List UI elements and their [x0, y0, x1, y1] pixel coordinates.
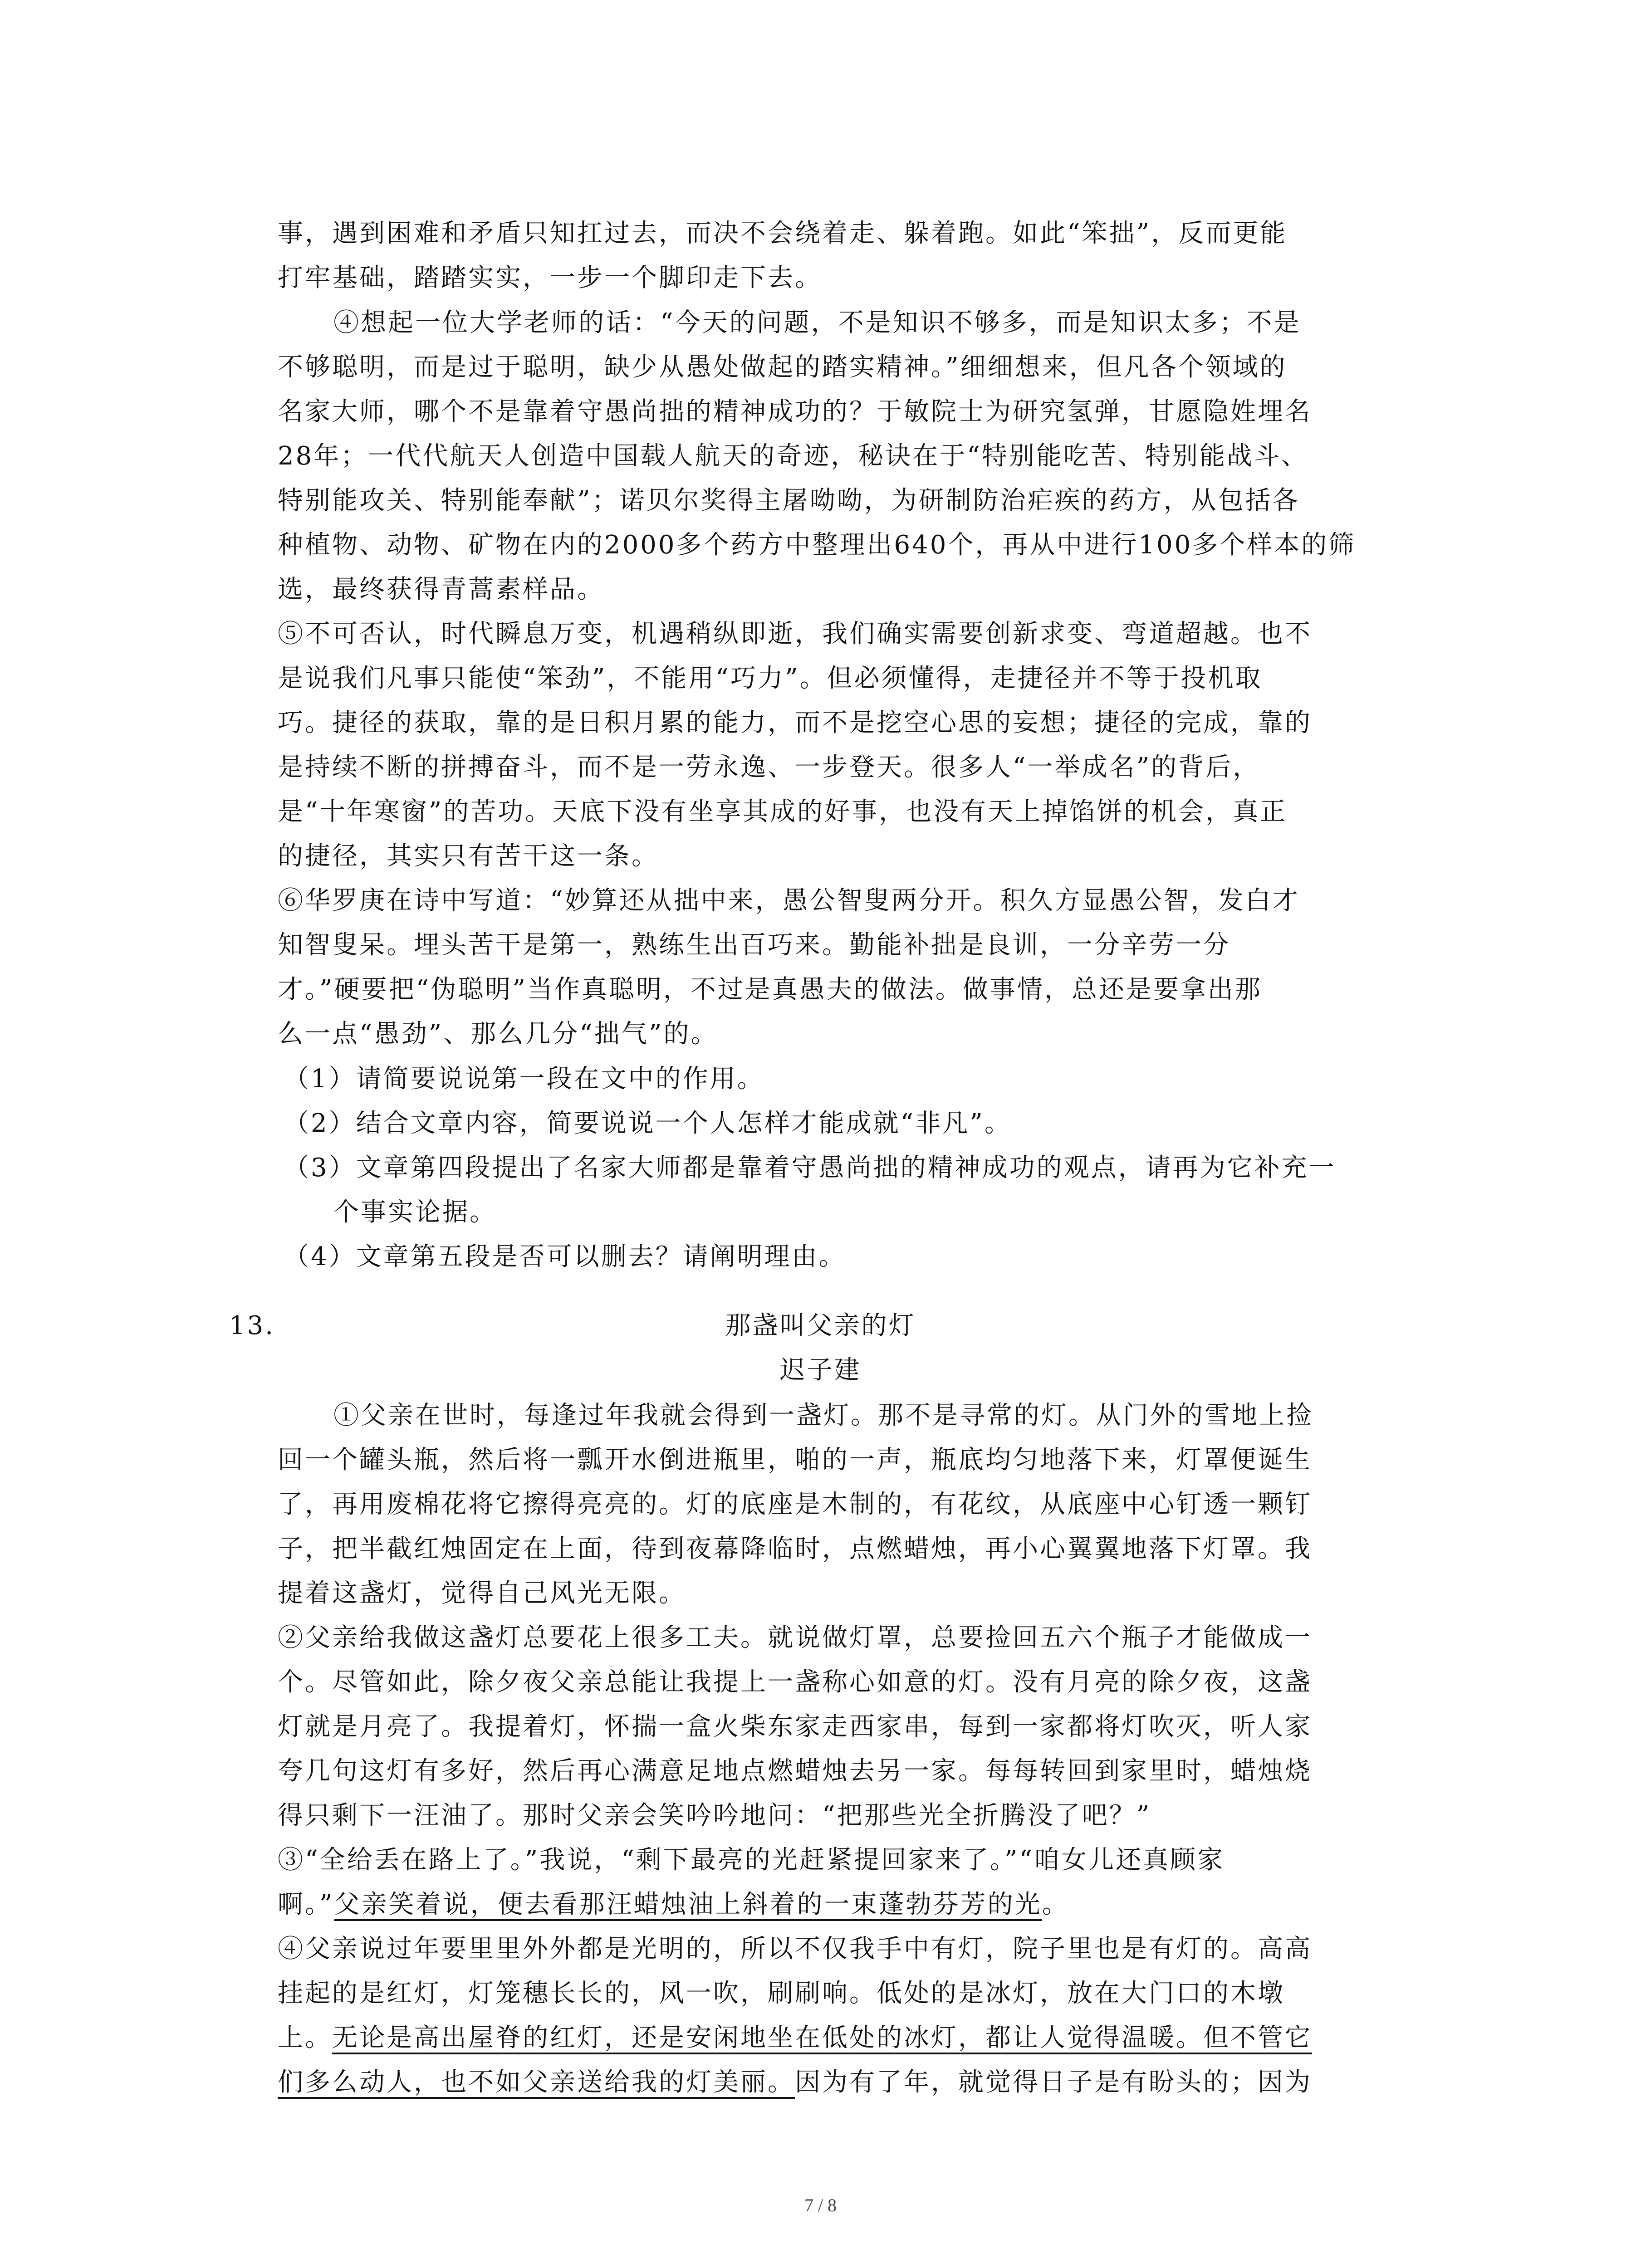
- story-p3-underlined-sentence: 父亲笑着说，便去看那汪蜡烛油上斜着的一束蓬勃芬芳的光: [334, 1890, 1042, 1919]
- story-p2-line-5: 得只剩下一汪油了。那时父亲会笑吟吟地问：“把那些光全折腾没了吧？”: [278, 1801, 1151, 1830]
- story-p1-line-5: 提着这盏灯，觉得自己风光无限。: [278, 1579, 686, 1608]
- story-p3-line-2: [278, 1892, 1069, 1917]
- story-p4-line-3-plain: 上。: [278, 2023, 332, 2053]
- essay-p6-line-1: ⑥华罗庚在诗中写道：“妙算还从拙中来，愚公智叟两分开。积久方显愚公智，发白才: [278, 886, 1300, 915]
- essay-p4-line-7: 选，最终获得青蒿素样品。: [278, 575, 604, 604]
- story-p4-line-4: [278, 2070, 1312, 2095]
- page-number: 7 / 8: [804, 2195, 837, 2215]
- essay-p4-line-3: 名家大师，哪个不是靠着守愚尚拙的精神成功的？于敏院士为研究氢弹，甘愿隐姓埋名: [278, 397, 1312, 426]
- story-p2-line-4: 夸几句这灯有多好，然后再心满意足地点燃蜡烛去另一家。每每转回到家里时，蜡烛烧: [278, 1756, 1312, 1786]
- story-p1-line-3: 了，再用废棉花将它擦得亮亮的。灯的底座是木制的，有花纹，从底座中心钉透一颗钉: [278, 1490, 1312, 1519]
- story-p4-line-2: 挂起的是红灯，灯笼穗长长的，风一吹，刷刷响。低处的是冰灯，放在大门口的木墩: [278, 1979, 1285, 2008]
- essay-p5-line-1: ⑤不可否认，时代瞬息万变，机遇稍纵即逝，我们确实需要创新求变、弯道超越。也不: [278, 619, 1312, 649]
- essay-p5-line-3: 巧。捷径的获取，靠的是日积月累的能力，而不是挖空心思的妄想；捷径的完成，靠的: [278, 708, 1312, 738]
- essay-p4-line-2: 不够聪明，而是过于聪明，缺少从愚处做起的踏实精神。”细细想来，但凡各个领域的: [278, 352, 1287, 382]
- story-p1-line-1: ①父亲在世时，每逢过年我就会得到一盏灯。那不是寻常的灯。从门外的雪地上捡: [333, 1401, 1313, 1430]
- story-title: 那盏叫父亲的灯: [725, 1311, 916, 1340]
- question-3-line-1: （3）文章第四段提出了名家大师都是靠着守愚尚拙的精神成功的观点，请再为它补充一: [284, 1153, 1336, 1183]
- essay-p4-line-4: 28年；一代代航天人创造中国载人航天的奇迹，秘诀在于“特别能吃苦、特别能战斗、: [278, 441, 1308, 471]
- essay-p6-line-4: 么一点“愚劲”、那么几分“拙气”的。: [278, 1019, 718, 1049]
- essay-p6-line-2: 知智叟呆。埋头苦干是第一，熟练生出百巧来。勤能补拙是良训，一分辛劳一分: [278, 930, 1230, 960]
- story-author: 迟子建: [779, 1355, 862, 1385]
- essay-p4-line-1: ④想起一位大学老师的话：“今天的问题，不是知识不够多，而是知识太多；不是: [333, 308, 1301, 337]
- essay-p5-line-4: 是持续不断的拼搏奋斗，而不是一劳永逸、一步登天。很多人“一举成名”的背后，: [278, 753, 1260, 782]
- question-4: （4）文章第五段是否可以删去？请阐明理由。: [284, 1242, 846, 1271]
- story-p4-line-4-plain: 因为有了年，就觉得日子是有盼头的；因为: [795, 2068, 1312, 2097]
- story-p4-line-1: ④父亲说过年要里里外外都是光明的，所以不仅我手中有灯，院子里也是有灯的。高高: [278, 1934, 1312, 1964]
- story-p2-line-2: 个。尽管如此，除夕夜父亲总能让我提上一盏称心如意的灯。没有月亮的除夕夜，这盏: [278, 1667, 1312, 1697]
- essay-p3-line-2: 打牢基础，踏踏实实，一步一个脚印走下去。: [278, 263, 822, 293]
- story-p4-line-3: [278, 2025, 1312, 2051]
- story-p3-line-2-plain: 啊。”: [278, 1890, 334, 1919]
- story-p2-line-3: 灯就是月亮了。我提着灯，怀揣一盒火柴东家走西家串，每到一家都将灯吹灭，听人家: [278, 1712, 1312, 1741]
- story-p3-line-1: ③“全给丢在路上了。”我说，“剩下最亮的光赶紧提回家来了。”“咱女儿还真顾家: [278, 1845, 1225, 1875]
- essay-p6-line-3: 才。”硬要把“伪聪明”当作真聪明，不过是真愚夫的做法。做事情，总还是要拿出那: [278, 975, 1262, 1004]
- essay-p5-line-2: 是说我们凡事只能使“笨劲”，不能用“巧力”。但必须懂得，走捷径并不等于投机取: [278, 664, 1263, 693]
- essay-p3-line-1: 事，遇到困难和矛盾只知扛过去，而决不会绕着走、躲着跑。如此“笨拙”，反而更能: [278, 219, 1288, 248]
- story-p4-underlined-sentence-part-1: 无论是高出屋脊的红灯，还是安闲地坐在低处的冰灯，都让人觉得温暖。但不管它: [332, 2023, 1312, 2053]
- essay-p5-line-5: 是“十年寒窗”的苦功。天底下没有坐享其成的好事，也没有天上掉馅饼的机会，真正: [278, 797, 1288, 826]
- story-p1-line-2: 回一个罐头瓶，然后将一瓢开水倒进瓶里，啪的一声，瓶底均匀地落下来，灯罩便诞生: [278, 1445, 1312, 1475]
- essay-p5-line-6: 的捷径，其实只有苦干这一条。: [278, 841, 659, 871]
- question-1: （1）请简要说说第一段在文中的作用。: [284, 1064, 764, 1094]
- story-p4-underlined-sentence-part-2: 们多么动人，也不如父亲送给我的灯美丽。: [278, 2068, 795, 2097]
- essay-p4-line-5: 特别能攻关、特别能奉献”；诺贝尔奖得主屠呦呦，为研制防治疟疾的药方，从包括各: [278, 486, 1300, 515]
- story-p1-line-4: 子，把半截红烛固定在上面，待到夜幕降临时，点燃蜡烛，再小心翼翼地落下灯罩。我: [278, 1534, 1312, 1564]
- question-2: （2）结合文章内容，简要说说一个人怎样才能成就“非凡”。: [284, 1109, 1012, 1138]
- question-3-line-2: 个事实论据。: [333, 1198, 497, 1227]
- story-p3-line-2-end: 。: [1042, 1890, 1069, 1919]
- question-number-13: 13.: [229, 1311, 275, 1340]
- story-p2-line-1: ②父亲给我做这盏灯总要花上很多工夫。就说做灯罩，总要捡回五六个瓶子才能做成一: [278, 1623, 1312, 1652]
- essay-p4-line-6: 种植物、动物、矿物在内的2000多个药方中整理出640个，再从中进行100多个样本的筛: [278, 530, 1356, 560]
